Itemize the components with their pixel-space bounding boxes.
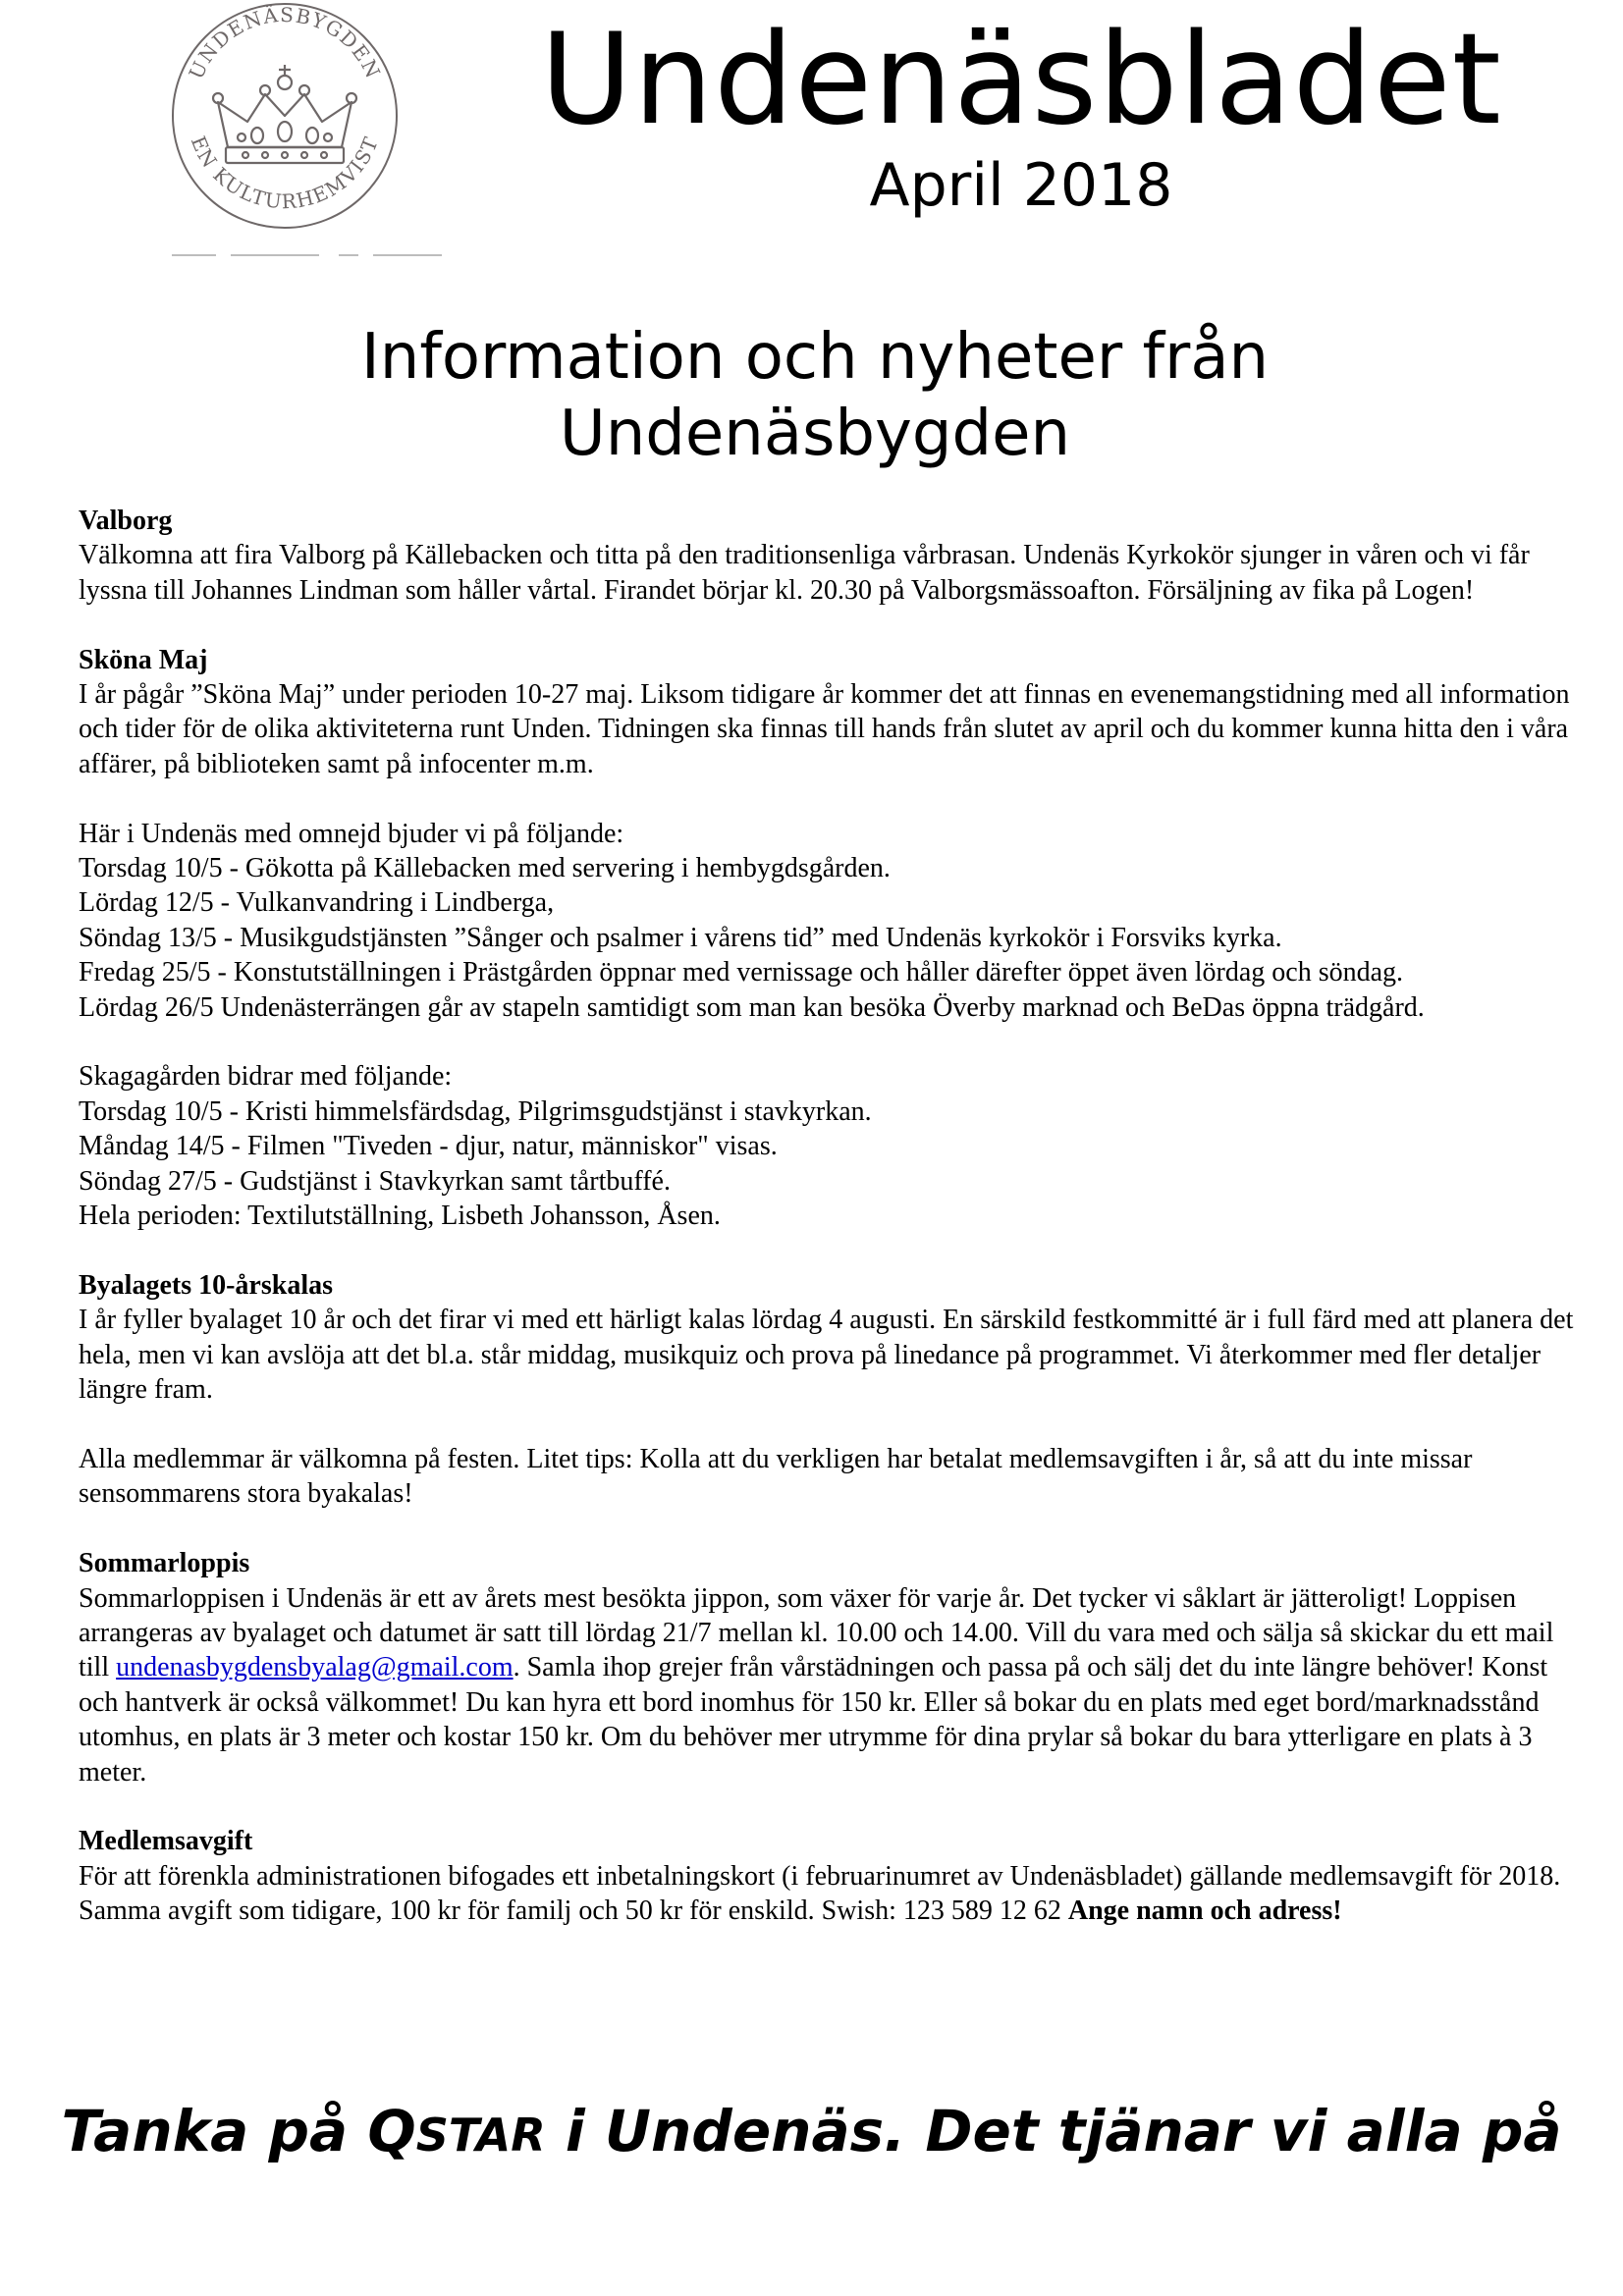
skaga-events-intro: Skagagården bidrar med följande: (79, 1061, 453, 1093)
masthead-date: April 2018 (869, 151, 1173, 220)
fee-emphasis: Ange namn och adress! (1067, 1896, 1342, 1927)
section-byalag (79, 1268, 1581, 1512)
section-text: I år fyller byalaget 10 år och det firar vi med ett härligt kalas lördag 4 augusti. En särskild festkommitté är i full färd med att planera det hela, men vi kan avslöja att det bl.a. står middag, musikquiz och prova på linedance på programmet. Vi återkommer med fler detaljer längre fram. (79, 1305, 1574, 1406)
logo-top-text: UNDENÄSBYGDEN (184, 2, 386, 83)
slogan-after: i Undenäs. Det tjänar vi alla på (545, 2098, 1562, 2164)
section-text: I år pågår ”Sköna Maj” under perioden 10-27 maj. Liksom tidigare år kommer det att finnas en evenemangstidning med all information och tider för de olika aktiviteterna runt Unden. Tidningen ska finnas till hands från slutet av april och du kommer kunna hitta den i våra affärer, på biblioteken samt på infocenter m.m. (79, 679, 1570, 779)
list-item: Söndag 27/5 - Gudstjänst i Stavkyrkan samt tårtbuffé. (79, 1165, 671, 1197)
svg-text:EN KULTURHEMVIST (187, 133, 383, 213)
section-valborg (79, 504, 1581, 608)
masthead-title: Undenäsbladet (540, 7, 1502, 153)
section-heading: Medlemsavgift (79, 1826, 253, 1857)
fee-text: För att förenkla administrationen bifogades ett inbetalningskort (i februarinumret av Undenäsbladet) gällande medlemsavgift för 2018. Samma avgift som tidigare, 100 kr för familj och 50 kr för enskild. Swish: 123 589 12 62 (79, 1860, 1561, 1927)
section-skona-maj (79, 643, 1581, 1234)
crown-seal-icon (167, 0, 403, 255)
section-text: Alla medlemmar är välkomna på festen. Litet tips: Kolla att du verkligen har betalat medlemsavgiften i år, så att du inte missar sensommarens stora byakalas! (79, 1443, 1473, 1510)
logo-underline (172, 252, 442, 258)
brand-rest: STAR (415, 2109, 546, 2162)
footer-slogan (0, 2096, 1623, 2170)
section-heading: Valborg (79, 506, 173, 536)
list-item: Torsdag 10/5 - Kristi himmelsfärdsdag, Pilgrimsgudstjänst i stavkyrkan. (79, 1095, 872, 1127)
list-item: Torsdag 10/5 - Gökotta på Källebacken med servering i hembygdsgården. (79, 853, 891, 884)
text-after-link: . Samla ihop grejer från vårstädningen och passa på och sälj det du inte längre behöver! Konst och hantverk är också välkommet! Du kan hyra ett bord inomhus för 150 kr. Eller så bokar du en plats med eget bord/marknadsstånd utomhus, en plats är 3 meter och kostar 150 kr. Om du behöver mer utrymme för dina prylar så bokar du bara ytterligare en plats à 3 meter. (79, 1652, 1548, 1788)
article-body (79, 504, 1581, 1929)
undenas-events-intro: Här i Undenäs med omnejd bjuder vi på följande: (79, 818, 624, 849)
section-heading: Sommarloppis (79, 1548, 250, 1579)
section-heading: Byalagets 10-årskalas (79, 1269, 333, 1301)
list-item: Lördag 26/5 Undenästerrängen går av stapeln samtidigt som man kan besöka Överby marknad och BeDas öppna trädgård. (79, 991, 1425, 1023)
list-item: Söndag 13/5 - Musikgudstjänsten ”Sånger och psalmer i vårens tid” med Undenäs kyrkokör i Forsviks kyrka. (79, 922, 1282, 953)
list-item: Lördag 12/5 - Vulkanvandring i Lindberga, (79, 887, 555, 919)
list-item: Måndag 14/5 - Filmen "Tiveden - djur, natur, människor" visas. (79, 1131, 778, 1162)
brand-q: Q (367, 2098, 416, 2164)
list-item: Hela perioden: Textilutställning, Lisbeth Johansson, Åsen. (79, 1201, 721, 1232)
text-before-link: Sommarloppisen i Undenäs är ett av årets mest besökta jippon, som växer för varje år. Det tycker vi såklart är jätteroligt! Loppisen arrangeras av byalaget och datumet är satt till lördag 21/7 mellan kl. 10.00 och 14.00. Vill du vara med och sälja så skickar du ett mail till (79, 1582, 1554, 1683)
slogan-before: Tanka på (61, 2098, 368, 2164)
headline-line-1: Information och nyheter från (360, 321, 1270, 394)
email-link[interactable]: undenasbygdensbyalag@gmail.com (116, 1652, 514, 1683)
section-text: Välkomna att fira Valborg på Källebacken och titta på den traditionsenliga vårbrasan. Undenäs Kyrkokör sjunger in våren och vi får lyssna till Johannes Lindman som håller vårtal. Firandet börjar kl. 20.30 på Valborgsmässoafton. Försäljning av fika på Logen! (79, 540, 1530, 606)
section-text (79, 1859, 1581, 1929)
section-text (79, 1581, 1581, 1789)
list-item: Fredag 25/5 - Konstutställningen i Prästgården öppnar med vernissage och håller därefter öppet även lördag och söndag. (79, 957, 1404, 988)
section-medlemsavgift (79, 1824, 1581, 1928)
section-sommarloppis (79, 1546, 1581, 1789)
headline-line-2: Undenäsbygden (559, 398, 1071, 470)
logo-bottom-text: EN KULTURHEMVIST (186, 133, 384, 214)
page-headline (79, 319, 1551, 472)
section-heading: Sköna Maj (79, 644, 208, 675)
